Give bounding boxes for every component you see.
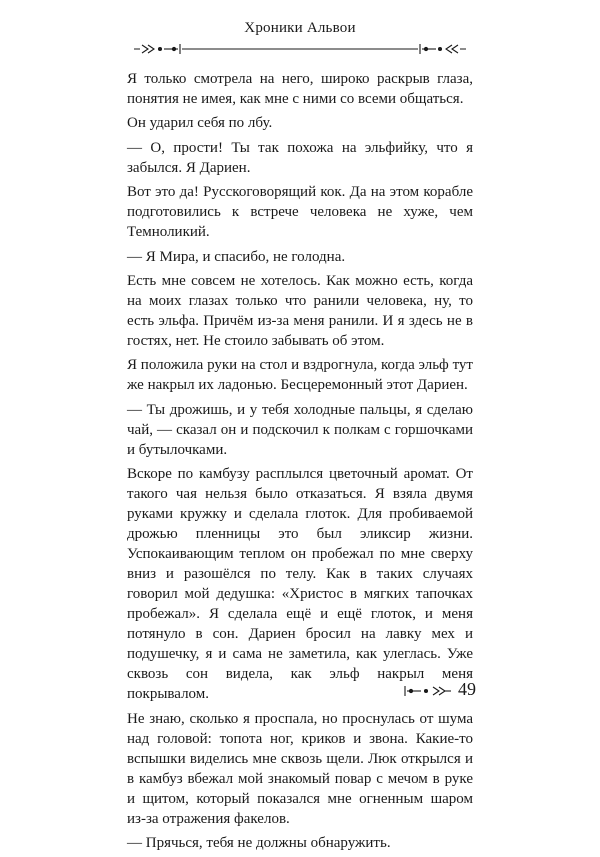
paragraph: Не знаю, сколько я проспала, но проснулась от шума над головой: топота ног, криков и звона. Какие-то вспышки виделись мне сквозь щели. Люк открылся и в камбуз вбежал мой знакомый повар с мечом в руке и щитом, который показался мне огненным шаром из-за отражения факелов. bbox=[127, 710, 473, 827]
paragraph: Вот это да! Русскоговорящий кок. Да на этом корабле подготовились к встрече человека не хуже, чем Темноликий. bbox=[127, 184, 473, 241]
footer-ornament-icon bbox=[403, 684, 453, 698]
paragraph: Я положила руки на стол и вздрогнула, когда эльф тут же накрыл их ладонью. Бесцеремонный этот Дариен. bbox=[127, 357, 473, 394]
paragraph: Есть мне совсем не хотелось. Как можно есть, когда на моих глазах только что ранили человека, ну, то есть эльфа. Причём из-за меня ранили. И я здесь не в гостях, нет. Не стоило забывать об этом. bbox=[127, 272, 473, 349]
paragraph: — Я Мира, и спасибо, не голодна. bbox=[127, 248, 346, 265]
paragraph: — О, прости! Ты так похожа на эльфийку, что я забылся. Я Дариен. bbox=[127, 139, 473, 176]
page-body bbox=[127, 69, 473, 857]
page-number: 49 bbox=[458, 679, 476, 699]
paragraph: — Ты дрожишь, и у тебя холодные пальцы, я сделаю чай, — сказал он и подскочил к полкам с горшочками и бутылочками. bbox=[127, 401, 473, 458]
paragraph: Вскоре по камбузу расплылся цветочный аромат. От такого чая нельзя было отказаться. Я взяла двумя руками кружку и сделала глоток. Для пробиваемой дрожью пленницы это был эликсир жизни. Успокаивающим теплом он пробежал по мне сверху вниз и разошёлся по телу. Как в таких случаях говорил мой дедушка: «Христос в мягких тапочках пробежал». Я сделала ещё и ещё глоток, и меня потянуло в сон. Дариен бросил на лавку мех и подушечку, я и сама не заметила, как улеглась. Уже сквозь сон видела, как эльф накрыл меня покрывалом. bbox=[127, 466, 473, 703]
book-title: Хроники Альвои bbox=[244, 20, 356, 36]
header-ornament-icon bbox=[134, 42, 466, 56]
paragraph: Я только смотрела на него, широко раскрыв глаза, понятия не имея, как мне с ними со всеми общаться. bbox=[127, 71, 473, 107]
paragraph: Он ударил себя по лбу. bbox=[127, 115, 273, 132]
paragraph: — Прячься, тебя не должны обнаружить. bbox=[127, 834, 391, 851]
